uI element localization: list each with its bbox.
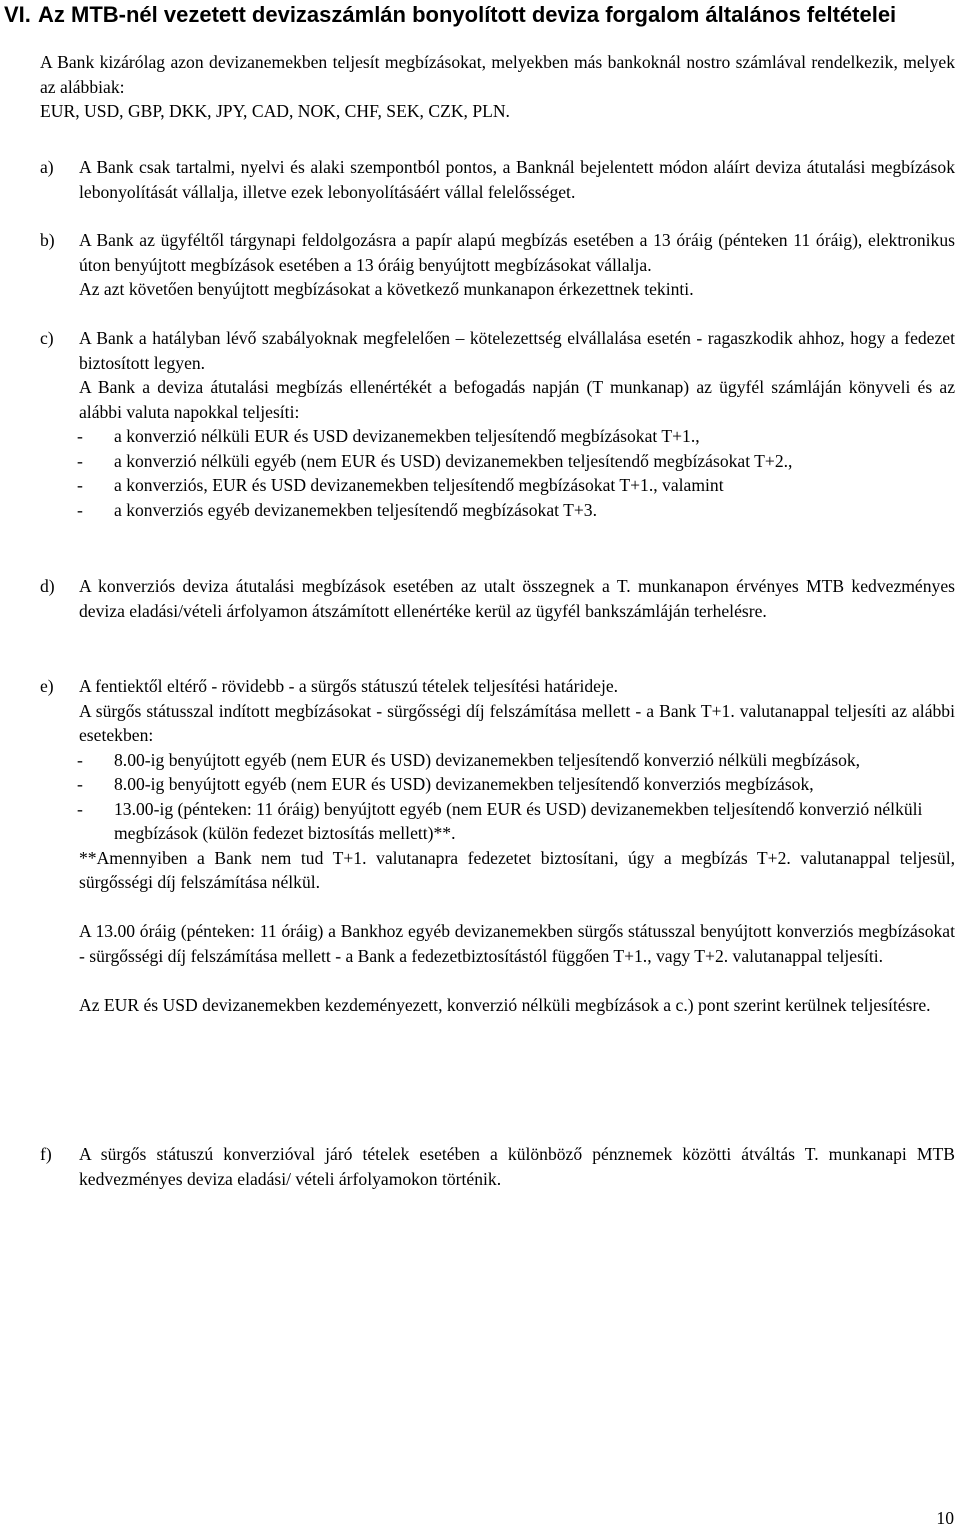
dash-marker: - bbox=[77, 426, 83, 446]
page-number: 10 bbox=[936, 1508, 954, 1528]
item-text: A Bank csak tartalmi, nyelvi és alaki szempontból pontos, a Banknál bejelentett módon aláírt deviza átutalási megbízások lebonyolítását vállalja, illetve ezek lebonyolításáért vállal felelősséget. bbox=[79, 157, 955, 202]
bullet-text: a konverziós, EUR és USD devizanemekben teljesítendő megbízásokat T+1., valamint bbox=[114, 475, 724, 495]
item-label: d) bbox=[40, 576, 55, 596]
item-text: Az azt követően benyújtott megbízásokat a következő munkanapon érkezettnek tekinti. bbox=[79, 279, 694, 299]
dash-marker: - bbox=[77, 774, 83, 794]
bullet-item bbox=[40, 772, 955, 797]
intro-section bbox=[40, 50, 955, 124]
item-label: e) bbox=[40, 676, 54, 696]
intro-paragraph: A Bank kizárólag azon devizanemekben teljesít megbízásokat, melyekben más bankoknál nostro számlával rendelkezik, melyek az alábbiak: bbox=[40, 52, 955, 97]
dash-marker: - bbox=[77, 475, 83, 495]
dash-marker: - bbox=[77, 499, 83, 520]
bullet-item bbox=[40, 449, 955, 474]
bullet-item bbox=[40, 473, 955, 498]
bullet-text: 8.00-ig benyújtott egyéb (nem EUR és USD) devizanemekben teljesítendő konverziós megbízások, bbox=[114, 774, 814, 794]
item-text: A Bank az ügyféltől tárgynapi feldolgozásra a papír alapú megbízás esetében a 13 óráig (pénteken 11 óráig), elektronikus úton benyújtott megbízások esetében a 13 óráig benyújtott megbízásokat vállalja. bbox=[79, 230, 955, 275]
bullet-text: 13.00-ig (pénteken: 11 óráig) benyújtott egyéb (nem EUR és USD) devizanemekben teljesítendő konverzió nélküli megbízások (külön fedezet biztosítás mellett)**. bbox=[114, 798, 923, 843]
item-label: f) bbox=[40, 1144, 52, 1164]
bullet-item bbox=[40, 498, 955, 523]
dash-marker: - bbox=[77, 450, 83, 471]
currency-list: EUR, USD, GBP, DKK, JPY, CAD, NOK, CHF, SEK, CZK, PLN. bbox=[40, 101, 510, 121]
item-label: c) bbox=[40, 328, 54, 348]
item-text: A 13.00 óráig (pénteken: 11 óráig) a Bankhoz egyéb devizanemekben sürgős státusszal benyújtott konverziós megbízásokat - sürgősségi díj felszámítása mellett - a Bank a fedezetbiztosítástól függően T+1., vagy T+2. valutanappal teljesíti. bbox=[79, 921, 955, 966]
dash-marker: - bbox=[77, 798, 83, 819]
item-text: A Bank a deviza átutalási megbízás ellenértékét a befogadás napján (T munkanap) az ügyfél számláján könyveli és az alábbi valuta napokkal teljesíti: bbox=[79, 377, 955, 422]
list-item-a bbox=[40, 155, 955, 204]
dash-marker: - bbox=[77, 749, 83, 770]
section-title: Az MTB-nél vezetett devizaszámlán bonyolított deviza forgalom általános feltételei bbox=[38, 2, 897, 27]
list-item-c bbox=[40, 326, 955, 522]
bullet-item bbox=[40, 424, 955, 449]
bullet-item bbox=[40, 748, 955, 773]
section-heading bbox=[4, 2, 954, 28]
bullet-text: 8.00-ig benyújtott egyéb (nem EUR és USD) devizanemekben teljesítendő konverzió nélküli megbízások, bbox=[114, 749, 861, 770]
item-text: A sürgős státuszú konverzióval járó tételek esetében a különböző pénznemek közötti átváltás T. munkanapi MTB kedvezményes deviza eladási/ vételi árfolyamokon történik. bbox=[79, 1144, 955, 1189]
item-text: A fentiektől eltérő - rövidebb - a sürgős státuszú tételek teljesítési határideje. bbox=[79, 676, 619, 696]
bullet-text: a konverzió nélküli egyéb (nem EUR és USD) devizanemekben teljesítendő megbízásokat T+2., bbox=[114, 450, 793, 471]
item-text: A sürgős státusszal indított megbízásokat - sürgősségi díj felszámítása mellett - a Bank T+1. valutanappal teljesíti az alábbi esetekben: bbox=[79, 700, 955, 745]
item-text: Az EUR és USD devizanemekben kezdeményezett, konverzió nélküli megbízások a c.) pont szerint kerülnek teljesítésre. bbox=[79, 994, 931, 1015]
item-label: a) bbox=[40, 157, 54, 177]
list-item-f bbox=[40, 1142, 955, 1191]
item-label: b) bbox=[40, 230, 55, 250]
bullet-text: a konverzió nélküli EUR és USD devizanemekben teljesítendő megbízásokat T+1., bbox=[114, 426, 700, 446]
section-number: VI. bbox=[4, 2, 31, 27]
list-item-e bbox=[40, 674, 955, 1017]
footnote: **Amennyiben a Bank nem tud T+1. valutanapra fedezetet biztosítani, úgy a megbízás T+2. valutanappal teljesül, sürgősségi díj felszámítása nélkül. bbox=[79, 847, 955, 892]
list-item-b bbox=[40, 228, 955, 302]
bullet-item bbox=[40, 797, 955, 846]
item-text: A konverziós deviza átutalási megbízások esetében az utalt összegnek a T. munkanapon érvényes MTB kedvezményes deviza eladási/vételi árfolyamon átszámított ellenértéke kerül az ügyfél bankszámláján terhelésre. bbox=[79, 576, 955, 621]
bullet-text: a konverziós egyéb devizanemekben teljesítendő megbízásokat T+3. bbox=[114, 499, 597, 520]
list-item-d bbox=[40, 574, 955, 623]
item-text: A Bank a hatályban lévő szabályoknak megfelelően – kötelezettség elvállalása esetén - ragaszkodik ahhoz, hogy a fedezet biztosított legyen. bbox=[79, 328, 955, 373]
